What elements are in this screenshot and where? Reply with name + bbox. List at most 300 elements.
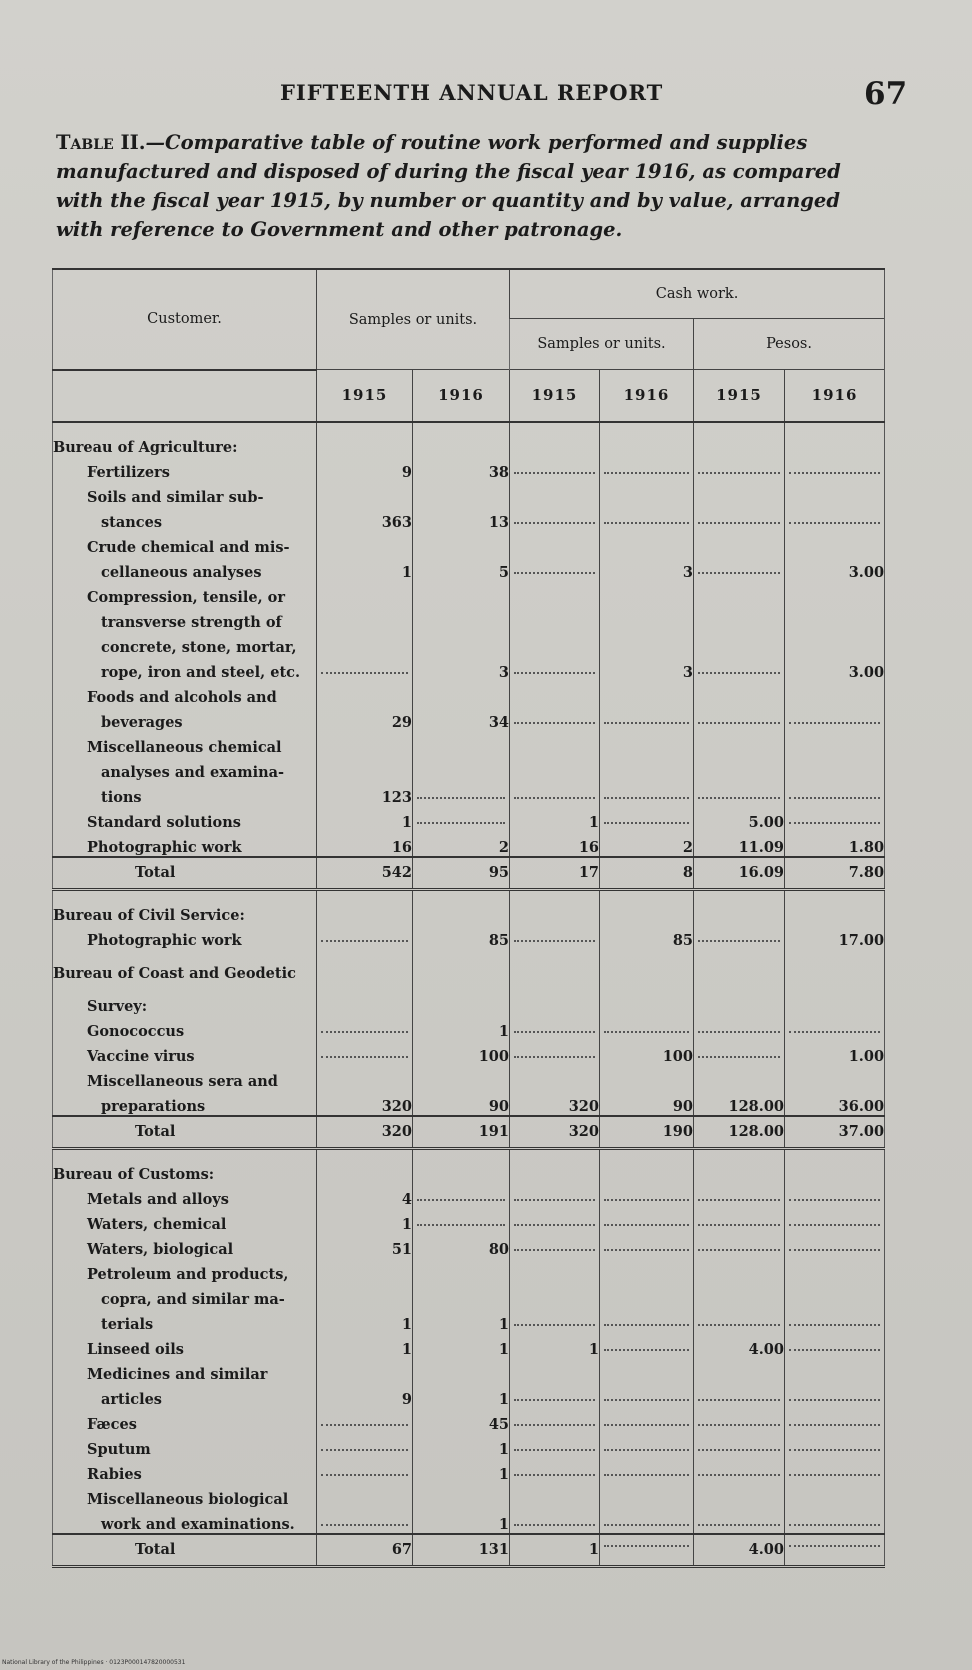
cell-value: 3.00 — [785, 556, 885, 581]
empty-cell — [413, 481, 510, 506]
cell-value: 1.00 — [785, 1040, 885, 1065]
empty-cell — [317, 606, 413, 631]
cell-value: 123 — [317, 781, 413, 806]
table-row — [53, 1358, 885, 1383]
dot-leader — [698, 1324, 780, 1326]
cell-value: 363 — [317, 506, 413, 531]
cell-value: 16 — [510, 831, 600, 857]
dot-leader — [789, 1474, 880, 1476]
cell-value: 1 — [317, 1308, 413, 1333]
empty-cell — [510, 756, 600, 781]
empty-cell — [413, 631, 510, 656]
year-header: 1916 — [600, 370, 694, 422]
dot-leader — [514, 1449, 595, 1451]
empty-cell — [510, 982, 600, 1015]
empty-cell-leader — [785, 1183, 885, 1208]
dot-leader — [698, 672, 780, 674]
empty-cell-leader — [785, 1408, 885, 1433]
dot-leader — [514, 1031, 595, 1033]
cell-value: 128.00 — [694, 1090, 785, 1116]
row-label: Sputum — [53, 1433, 317, 1458]
empty-cell-leader — [600, 1408, 694, 1433]
table-row — [53, 1090, 885, 1116]
empty-cell — [694, 1283, 785, 1308]
cell-value: 8 — [600, 857, 694, 890]
empty-cell-leader — [510, 1040, 600, 1065]
empty-cell — [317, 1065, 413, 1090]
table-row — [53, 1258, 885, 1283]
empty-cell-leader — [510, 924, 600, 949]
empty-cell — [413, 756, 510, 781]
table-body — [53, 422, 885, 1567]
empty-cell-leader — [785, 1308, 885, 1333]
cash-samples-units-header: Samples or units. — [510, 319, 694, 370]
table-label: Table II. — [56, 131, 146, 154]
dot-leader — [514, 722, 595, 724]
empty-cell-leader — [694, 1458, 785, 1483]
dot-leader — [321, 1449, 408, 1451]
dot-leader — [604, 1424, 689, 1426]
empty-cell — [510, 681, 600, 706]
empty-cell — [413, 1358, 510, 1383]
dot-leader — [698, 1474, 780, 1476]
empty-cell-leader — [413, 806, 510, 831]
table-row — [53, 1015, 885, 1040]
dot-leader — [789, 722, 880, 724]
dot-leader — [321, 1524, 408, 1526]
empty-cell-leader — [600, 506, 694, 531]
cell-value: 9 — [317, 456, 413, 481]
group-label: Bureau of Customs: — [53, 1148, 317, 1183]
empty-cell — [510, 1065, 600, 1090]
empty-cell — [317, 681, 413, 706]
empty-cell — [785, 1358, 885, 1383]
empty-cell — [600, 631, 694, 656]
table-row — [53, 681, 885, 706]
empty-cell — [785, 481, 885, 506]
empty-cell-leader — [317, 924, 413, 949]
row-label: Miscellaneous sera and — [53, 1065, 317, 1090]
dot-leader — [698, 1399, 780, 1401]
table-row — [53, 631, 885, 656]
empty-cell — [694, 606, 785, 631]
cell-value: 11.09 — [694, 831, 785, 857]
cell-value: 1 — [510, 806, 600, 831]
row-label: Standard solutions — [53, 806, 317, 831]
empty-cell-leader — [510, 1458, 600, 1483]
dot-leader — [698, 1199, 780, 1201]
cell-value: 1 — [413, 1333, 510, 1358]
empty-cell — [317, 756, 413, 781]
row-label: work and examinations. — [53, 1508, 317, 1534]
row-label: analyses and examina- — [53, 756, 317, 781]
group-header-row — [53, 1148, 885, 1183]
row-label: Miscellaneous chemical — [53, 731, 317, 756]
empty-cell-leader — [600, 1433, 694, 1458]
empty-cell — [510, 606, 600, 631]
table-row — [53, 1333, 885, 1358]
group-header-row — [53, 422, 885, 456]
dot-leader — [698, 572, 780, 574]
empty-cell-leader — [600, 1183, 694, 1208]
empty-cell-leader — [510, 656, 600, 681]
dot-leader — [604, 1324, 689, 1326]
empty-cell — [317, 949, 413, 982]
empty-cell — [785, 422, 885, 456]
year-header: 1916 — [785, 370, 885, 422]
row-label: Vaccine virus — [53, 1040, 317, 1065]
empty-cell-leader — [694, 1408, 785, 1433]
empty-cell — [785, 1258, 885, 1283]
dot-leader — [321, 1474, 408, 1476]
dot-leader — [604, 472, 689, 474]
cell-value: 16 — [317, 831, 413, 857]
group-label: Bureau of Agriculture: — [53, 422, 317, 456]
total-label: Total — [53, 1116, 317, 1149]
cell-value: 16.09 — [694, 857, 785, 890]
table-row — [53, 456, 885, 481]
table-caption-text: —Comparative table of routine work performed and supplies manufactured and disposed of during the fiscal year 1916, as compared with the fiscal year 1915, by number or quantity and by value, arranged with reference to Government and other patronage. — [56, 131, 841, 241]
empty-cell-leader — [785, 1015, 885, 1040]
empty-cell-leader — [694, 1508, 785, 1534]
empty-cell-leader — [785, 456, 885, 481]
empty-cell — [694, 581, 785, 606]
empty-cell-leader — [600, 1233, 694, 1258]
table-row — [53, 606, 885, 631]
table-row — [53, 806, 885, 831]
empty-cell-leader — [510, 1233, 600, 1258]
empty-cell — [413, 422, 510, 456]
empty-cell — [413, 1283, 510, 1308]
empty-cell — [317, 581, 413, 606]
cell-value: 191 — [413, 1116, 510, 1149]
row-label: articles — [53, 1383, 317, 1408]
dot-leader — [514, 1474, 595, 1476]
empty-cell — [694, 481, 785, 506]
empty-cell — [785, 756, 885, 781]
empty-cell — [785, 581, 885, 606]
dot-leader — [698, 1056, 780, 1058]
empty-cell-leader — [317, 656, 413, 681]
row-label: preparations — [53, 1090, 317, 1116]
cell-value: 17.00 — [785, 924, 885, 949]
empty-cell — [317, 631, 413, 656]
empty-cell-leader — [510, 1383, 600, 1408]
dot-leader — [604, 1449, 689, 1451]
cell-value: 29 — [317, 706, 413, 731]
dot-leader — [789, 797, 880, 799]
empty-cell-leader — [694, 506, 785, 531]
row-label: Fæces — [53, 1408, 317, 1433]
empty-cell — [600, 481, 694, 506]
empty-cell — [600, 581, 694, 606]
pesos-header: Pesos. — [694, 319, 885, 370]
row-label: rope, iron and steel, etc. — [53, 656, 317, 681]
page-number: 67 — [864, 76, 908, 112]
dot-leader — [698, 1224, 780, 1226]
dot-leader — [321, 1424, 408, 1426]
samples-units-header: Samples or units. — [317, 269, 510, 370]
table-row — [53, 756, 885, 781]
dot-leader — [514, 1199, 595, 1201]
cell-value: 2 — [600, 831, 694, 857]
cell-value: 1 — [413, 1458, 510, 1483]
table-caption — [56, 128, 892, 244]
empty-cell — [785, 631, 885, 656]
dot-leader — [698, 1249, 780, 1251]
dot-leader — [604, 797, 689, 799]
row-label: Metals and alloys — [53, 1183, 317, 1208]
empty-cell-leader — [600, 1333, 694, 1358]
empty-cell-leader — [694, 1208, 785, 1233]
empty-cell — [510, 531, 600, 556]
empty-cell-leader — [413, 781, 510, 806]
empty-cell — [694, 889, 785, 924]
empty-cell-leader — [510, 1508, 600, 1534]
customer-column-spacer — [53, 370, 317, 422]
empty-cell-leader — [317, 1015, 413, 1040]
cell-value: 1 — [413, 1383, 510, 1408]
empty-cell — [600, 982, 694, 1015]
table-row — [53, 781, 885, 806]
dot-leader — [604, 1199, 689, 1201]
empty-cell — [785, 1483, 885, 1508]
table-row — [53, 731, 885, 756]
empty-cell-leader — [600, 1508, 694, 1534]
empty-cell-leader — [785, 506, 885, 531]
cell-value: 3 — [413, 656, 510, 681]
group-header-row — [53, 949, 885, 982]
empty-cell — [510, 1358, 600, 1383]
empty-cell — [317, 481, 413, 506]
cell-value: 85 — [600, 924, 694, 949]
row-label: beverages — [53, 706, 317, 731]
empty-cell — [413, 606, 510, 631]
empty-cell — [413, 531, 510, 556]
cell-value: 320 — [510, 1090, 600, 1116]
row-label: Soils and similar sub- — [53, 481, 317, 506]
row-label: Rabies — [53, 1458, 317, 1483]
dot-leader — [417, 822, 505, 824]
empty-cell-leader — [510, 1208, 600, 1233]
empty-cell — [413, 681, 510, 706]
table-row — [53, 1208, 885, 1233]
empty-cell — [600, 1258, 694, 1283]
row-label: Miscellaneous biological — [53, 1483, 317, 1508]
dot-leader — [514, 1249, 595, 1251]
cash-work-header: Cash work. — [510, 269, 885, 319]
group-label: Bureau of Coast and Geodetic — [53, 949, 317, 982]
table-row — [53, 1408, 885, 1433]
dot-leader — [321, 672, 408, 674]
empty-cell-leader — [510, 1308, 600, 1333]
empty-cell-leader — [600, 806, 694, 831]
empty-cell — [785, 1283, 885, 1308]
empty-cell-leader — [785, 806, 885, 831]
empty-cell-leader — [694, 456, 785, 481]
empty-cell — [600, 531, 694, 556]
dot-leader — [789, 1399, 880, 1401]
empty-cell — [413, 982, 510, 1015]
row-label: Linseed oils — [53, 1333, 317, 1358]
cell-value: 190 — [600, 1116, 694, 1149]
cell-value: 4.00 — [694, 1333, 785, 1358]
empty-cell — [413, 1065, 510, 1090]
cell-value: 4 — [317, 1183, 413, 1208]
dot-leader — [604, 822, 689, 824]
cell-value: 1 — [413, 1433, 510, 1458]
dot-leader — [604, 1224, 689, 1226]
row-label: concrete, stone, mortar, — [53, 631, 317, 656]
empty-cell — [694, 681, 785, 706]
cell-value: 1 — [317, 556, 413, 581]
empty-cell — [600, 1148, 694, 1183]
dot-leader — [789, 522, 880, 524]
dot-leader — [789, 1349, 880, 1351]
table-row — [53, 656, 885, 681]
comparative-table — [52, 268, 885, 1568]
dot-leader — [514, 940, 595, 942]
cell-value: 67 — [317, 1534, 413, 1567]
dot-leader — [789, 1199, 880, 1201]
empty-cell — [510, 1483, 600, 1508]
dot-leader — [789, 1545, 880, 1547]
row-label: transverse strength of — [53, 606, 317, 631]
dot-leader — [514, 572, 595, 574]
table-row — [53, 1508, 885, 1534]
empty-cell — [694, 422, 785, 456]
cell-value: 542 — [317, 857, 413, 890]
empty-cell — [694, 756, 785, 781]
empty-cell — [785, 606, 885, 631]
dot-leader — [789, 1424, 880, 1426]
empty-cell — [785, 531, 885, 556]
empty-cell — [510, 422, 600, 456]
table-row — [53, 1183, 885, 1208]
empty-cell — [600, 681, 694, 706]
cell-value: 100 — [413, 1040, 510, 1065]
empty-cell-leader — [600, 1208, 694, 1233]
row-label: Gonococcus — [53, 1015, 317, 1040]
empty-cell-leader — [510, 1183, 600, 1208]
empty-cell-leader — [413, 1183, 510, 1208]
empty-cell-leader — [600, 456, 694, 481]
cell-value: 5 — [413, 556, 510, 581]
cell-value: 1 — [510, 1333, 600, 1358]
empty-cell — [694, 531, 785, 556]
dot-leader — [789, 1449, 880, 1451]
empty-cell-leader — [317, 1433, 413, 1458]
table-row — [53, 924, 885, 949]
dot-leader — [514, 472, 595, 474]
row-label: cellaneous analyses — [53, 556, 317, 581]
empty-cell — [510, 1258, 600, 1283]
dot-leader — [514, 1224, 595, 1226]
dot-leader — [514, 1524, 595, 1526]
cell-value: 320 — [317, 1090, 413, 1116]
cell-value: 1 — [413, 1308, 510, 1333]
group-header-row — [53, 889, 885, 924]
row-label: Photographic work — [53, 924, 317, 949]
empty-cell — [600, 889, 694, 924]
dot-leader — [514, 1424, 595, 1426]
empty-cell-leader — [600, 706, 694, 731]
empty-cell-leader — [413, 1208, 510, 1233]
empty-cell — [600, 949, 694, 982]
table-row — [53, 1233, 885, 1258]
dot-leader — [604, 522, 689, 524]
table-row — [53, 556, 885, 581]
empty-cell — [510, 889, 600, 924]
empty-cell — [785, 1065, 885, 1090]
dot-leader — [698, 1449, 780, 1451]
dot-leader — [321, 1056, 408, 1058]
row-label: Compression, tensile, or — [53, 581, 317, 606]
empty-cell — [317, 1283, 413, 1308]
dot-leader — [417, 1199, 505, 1201]
row-label: Waters, biological — [53, 1233, 317, 1258]
empty-cell — [413, 889, 510, 924]
empty-cell — [317, 531, 413, 556]
empty-cell-leader — [317, 1508, 413, 1534]
empty-cell — [785, 1148, 885, 1183]
cell-value: 1 — [413, 1508, 510, 1534]
total-label: Total — [53, 857, 317, 890]
year-header: 1915 — [694, 370, 785, 422]
dot-leader — [789, 1324, 880, 1326]
cell-value: 128.00 — [694, 1116, 785, 1149]
empty-cell-leader — [600, 1308, 694, 1333]
dot-leader — [789, 1031, 880, 1033]
cell-value: 9 — [317, 1383, 413, 1408]
empty-cell — [785, 949, 885, 982]
empty-cell — [694, 631, 785, 656]
empty-cell-leader — [510, 706, 600, 731]
running-head: FIFTEENTH ANNUAL REPORT — [280, 80, 664, 105]
row-label: Photographic work — [53, 831, 317, 857]
dot-leader — [417, 797, 505, 799]
group-label: Survey: — [53, 982, 317, 1015]
empty-cell — [413, 581, 510, 606]
cell-value: 85 — [413, 924, 510, 949]
cell-value: 1 — [510, 1534, 600, 1567]
empty-cell-leader — [600, 1458, 694, 1483]
dot-leader — [789, 1524, 880, 1526]
cell-value: 36.00 — [785, 1090, 885, 1116]
empty-cell-leader — [694, 1308, 785, 1333]
cell-value: 1 — [413, 1015, 510, 1040]
empty-cell — [413, 731, 510, 756]
table-row — [53, 706, 885, 731]
row-label: terials — [53, 1308, 317, 1333]
cell-value: 80 — [413, 1233, 510, 1258]
total-row — [53, 1116, 885, 1149]
dot-leader — [514, 797, 595, 799]
empty-cell-leader — [785, 1433, 885, 1458]
empty-cell-leader — [317, 1458, 413, 1483]
empty-cell — [510, 731, 600, 756]
table-row — [53, 1065, 885, 1090]
empty-cell-leader — [694, 1040, 785, 1065]
total-row — [53, 1534, 885, 1567]
dot-leader — [789, 472, 880, 474]
empty-cell — [694, 731, 785, 756]
dot-leader — [698, 722, 780, 724]
cell-value: 37.00 — [785, 1116, 885, 1149]
empty-cell — [413, 1258, 510, 1283]
empty-cell — [510, 631, 600, 656]
cell-value: 38 — [413, 456, 510, 481]
